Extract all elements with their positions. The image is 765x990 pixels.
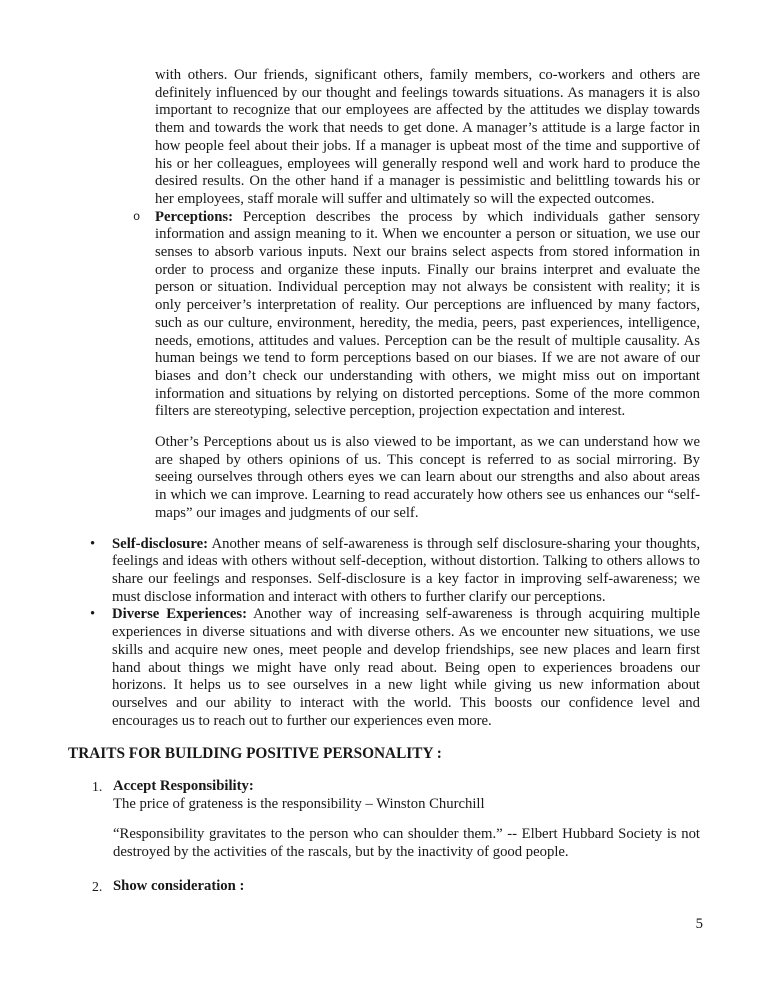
perceptions-paragraph [155, 209, 700, 421]
perceptions-text: Perception describes the process by which individuals gather sensory information and assign meaning to it. When we encounter a person or situation, we use our senses to absorb various inputs. Next our brains select aspects from stored information in order to process and organize these inputs. Finally our brains interpret and evaluate the person or situation. Individual perception may not always be consistent with reality; it is only perceiver’s interpretation of reality. Our perceptions are influenced by many factors, such as our culture, environment, heredity, the media, peers, past experiences, intelligence, needs, emotions, attitudes and values. Perception can be the result of multiple causality. As human beings we tend to form perceptions based on our biases. If we are not aware of our biases and don’t check our understanding with others, we might miss out on important information and situations by relying on distorted perceptions. Some of the more common filters are stereotyping, selective perception, projection expectation and interest. [155, 208, 700, 420]
numbered-item-show-consideration [68, 878, 700, 896]
document-body [68, 67, 700, 896]
self-disclosure-paragraph [112, 536, 700, 607]
self-disclosure-text: Another means of self-awareness is through self disclosure-sharing your thoughts, feelings and ideas with others without self-deception, without distortion. Talking to others allows to share our feelings and responses. Self-disclosure is a key factor in improving self-awareness; we must disclose information and interact with others to further clarify our perceptions. [112, 535, 700, 605]
dot-bullet-icon: • [90, 535, 96, 552]
circle-bullet-icon: o [133, 209, 141, 224]
paragraph-others-perceptions: Other’s Perceptions about us is also viewed to be important, as we can understand how we are shaped by others opinions of us. This concept is referred to as social mirroring. By seeing ourselves through others eyes we can learn about our strengths and also about areas in which we can improve. Learning to read accurately how others see us enhances our “self-maps” our images and judgments of our self. [155, 434, 700, 521]
bullet-item-perceptions [68, 209, 700, 421]
accept-responsibility-label: Accept Responsibility: [113, 778, 254, 795]
diverse-experiences-label: Diverse Experiences: [112, 606, 247, 623]
paragraph-attitudes-continuation: with others. Our friends, significant others, family members, co-workers and others are definitely influenced by our thought and feelings towards situations. As managers it is also important to recognize that our employees are affected by the attitudes we display towards them and towards the work that needs to get done. A manager’s attitude is a large factor in how people feel about their jobs. If a manager is upbeat most of the time and supportive of his or her colleagues, employees will generally respond well and work hard to produce the desired results. On the other hand if a manager is pessimistic and belittling towards his or her employees, staff morale will suffer and ultimately so will the expected outcomes. [155, 67, 700, 207]
show-consideration-label: Show consideration : [113, 877, 245, 894]
diverse-experiences-paragraph [112, 606, 700, 730]
bullet-item-self-disclosure [68, 536, 700, 607]
section-heading-traits: TRAITS FOR BUILDING POSITIVE PERSONALITY : [68, 745, 442, 763]
hubbard-quote-paragraph: “Responsibility gravitates to the person who can shoulder them.” -- Elbert Hubbard Society is not destroyed by the activities of the rascals, but by the inactivity of good people. [113, 826, 700, 861]
diverse-experiences-text: Another way of increasing self-awareness is through acquiring multiple experiences in diverse situations and with diverse others. As we encounter new situations, we use skills and acquire new ones, meet people and develop friendships, see new places and learn first hand about things we might have only read about. Being open to experiences broadens our horizons. It helps us to see ourselves in a new light while giving us new information about ourselves and our ability to interact with the world. This boosts our confidence level and encourages us to reach out to further our experiences even more. [112, 606, 700, 729]
numbered-item-accept-responsibility [68, 778, 700, 862]
list-number: 2. [92, 878, 103, 894]
churchill-quote-line: The price of grateness is the responsibility – Winston Churchill [113, 795, 485, 812]
numbered-item-body [113, 878, 700, 896]
page-number: 5 [695, 916, 703, 932]
perceptions-label: Perceptions: [155, 208, 234, 225]
numbered-item-body [113, 778, 700, 862]
bullet-item-diverse-experiences [68, 606, 700, 730]
self-disclosure-label: Self-disclosure: [112, 535, 209, 552]
dot-bullet-icon: • [90, 606, 96, 623]
list-number: 1. [92, 779, 103, 795]
